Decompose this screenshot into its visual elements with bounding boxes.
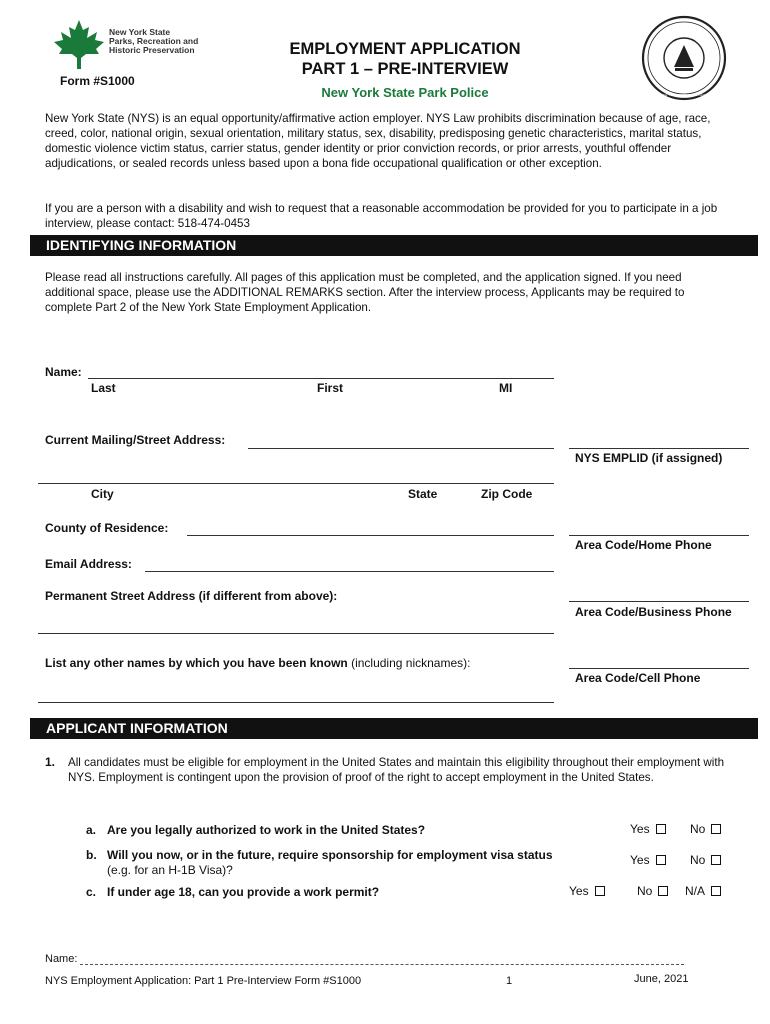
business-phone-field[interactable] <box>569 601 749 602</box>
emplid-field[interactable] <box>569 448 749 449</box>
agency-line-3: Historic Preservation <box>109 45 195 55</box>
question-c-no-label: No <box>637 884 653 898</box>
page-subtitle: New York State Park Police <box>321 85 489 100</box>
equal-opportunity-statement: New York State (NYS) is an equal opportunity/affirmative action employer. NYS Law prohibits discrimination because of age, race, creed, color, national origin, sexual orientation, military status, sex, disability, predisposing genetic characteristics, marital status, domestic violence victim status, carrier status, gender identity or prior conviction records, or prior arrests, youthful offender adjudications, or sealed records unless based upon a bona fide occupational qualification or other exception. <box>45 112 711 170</box>
agency-line-1: New York State <box>109 27 171 37</box>
county-label: County of Residence: <box>45 521 169 535</box>
seal-icon <box>641 15 727 101</box>
mailing-address-field[interactable] <box>248 448 554 449</box>
state-caption: State <box>408 487 438 501</box>
permanent-address-field[interactable] <box>38 633 554 634</box>
footer-name-label: Name: <box>45 953 78 965</box>
business-phone-caption: Area Code/Business Phone <box>575 605 732 619</box>
other-names-label-rest: (including nicknames): <box>347 656 471 670</box>
footer-form-title: NYS Employment Application: Part 1 Pre-Interview Form #S1000 <box>45 975 362 987</box>
accommodation-statement: If you are a person with a disability and wish to request that a reasonable accommodation be provided for you to participate in a job interview, please contact: 518-474-0453 <box>45 202 718 230</box>
question-b-no-label: No <box>690 853 706 867</box>
name-field[interactable] <box>88 378 554 379</box>
question-a-no-label: No <box>690 822 706 836</box>
email-label: Email Address: <box>45 557 132 571</box>
question-c-yes-checkbox[interactable] <box>595 886 605 896</box>
question-a-yes[interactable] <box>630 822 666 836</box>
question-a-letter: a. <box>86 823 97 837</box>
state-seal <box>641 15 727 101</box>
cell-phone-caption: Area Code/Cell Phone <box>575 671 701 685</box>
name-label: Name: <box>45 365 82 379</box>
first-name-caption: First <box>317 381 344 395</box>
email-field[interactable] <box>145 571 554 572</box>
question-b-text: Will you now, or in the future, require sponsorship for employment visa status <box>107 848 553 862</box>
other-names-label <box>45 656 470 670</box>
section-heading-applicant: APPLICANT INFORMATION <box>30 718 758 739</box>
footer-page-number: 1 <box>506 975 513 987</box>
question-a-no-checkbox[interactable] <box>711 824 721 834</box>
question-b-yes[interactable] <box>630 853 666 867</box>
question-c-yes-label: Yes <box>569 884 589 898</box>
page-title-line-1: EMPLOYMENT APPLICATION <box>289 40 521 58</box>
home-phone-field[interactable] <box>569 535 749 536</box>
emplid-caption: NYS EMPLID (if assigned) <box>575 451 723 465</box>
question-b-yes-checkbox[interactable] <box>656 855 666 865</box>
zip-caption: Zip Code <box>481 487 533 501</box>
question-c-text: If under age 18, can you provide a work permit? <box>107 885 380 899</box>
mailing-address-label: Current Mailing/Street Address: <box>45 433 226 447</box>
seal-text: NEW YORK STATE PARK POLICE <box>660 93 708 97</box>
question-b-no-checkbox[interactable] <box>711 855 721 865</box>
other-names-field[interactable] <box>38 702 554 703</box>
section-heading-identifying: IDENTIFYING INFORMATION <box>30 235 758 256</box>
question-a-yes-checkbox[interactable] <box>656 824 666 834</box>
question-c-yes[interactable] <box>569 884 605 898</box>
question-c-na-label: N/A <box>685 884 706 898</box>
footer-name-field[interactable] <box>80 964 684 965</box>
question-a-yes-label: Yes <box>630 822 650 836</box>
question-c-no-checkbox[interactable] <box>658 886 668 896</box>
footer-date: June, 2021 <box>634 973 689 985</box>
maple-leaf-icon <box>52 18 106 70</box>
question-b-letter: b. <box>86 848 97 862</box>
question-a-text: Are you legally authorized to work in the United States? <box>107 823 426 837</box>
question-a-no[interactable] <box>690 822 721 836</box>
question-c-na[interactable] <box>685 884 721 898</box>
question-1-text: All candidates must be eligible for employment in the United States and maintain this eligibility throughout their employment with NYS. Employment is contingent upon the provision of proof of the right to accept employment in the United States. <box>68 756 725 784</box>
question-c-letter: c. <box>86 885 97 899</box>
agency-logo <box>52 18 202 68</box>
question-b-subtext: (e.g. for an H-1B Visa)? <box>107 863 233 877</box>
form-number: Form #S1000 <box>60 74 135 88</box>
identifying-instructions: Please read all instructions carefully. All pages of this application must be completed, and the application signed. If you need additional space, please use the ADDITIONAL REMARKS section. After the interview process, Applicants may be required to complete Part 2 of the New York State Employment Application. <box>45 271 685 314</box>
city-caption: City <box>91 487 114 501</box>
question-c-no[interactable] <box>637 884 668 898</box>
permanent-address-label: Permanent Street Address (if different from above): <box>45 589 338 603</box>
agency-line-2: Parks, Recreation and <box>109 36 199 46</box>
question-b-no[interactable] <box>690 853 721 867</box>
question-c-na-checkbox[interactable] <box>711 886 721 896</box>
last-name-caption: Last <box>91 381 116 395</box>
question-1-number: 1. <box>45 755 56 769</box>
other-names-label-bold: List any other names by which you have been known <box>45 656 348 670</box>
cell-phone-field[interactable] <box>569 668 749 669</box>
home-phone-caption: Area Code/Home Phone <box>575 538 712 552</box>
question-b-yes-label: Yes <box>630 853 650 867</box>
county-field[interactable] <box>187 535 554 536</box>
agency-name <box>109 28 198 55</box>
page-title-line-2: PART 1 – PRE-INTERVIEW <box>301 60 509 78</box>
city-state-zip-field[interactable] <box>38 483 554 484</box>
middle-initial-caption: MI <box>499 381 513 395</box>
